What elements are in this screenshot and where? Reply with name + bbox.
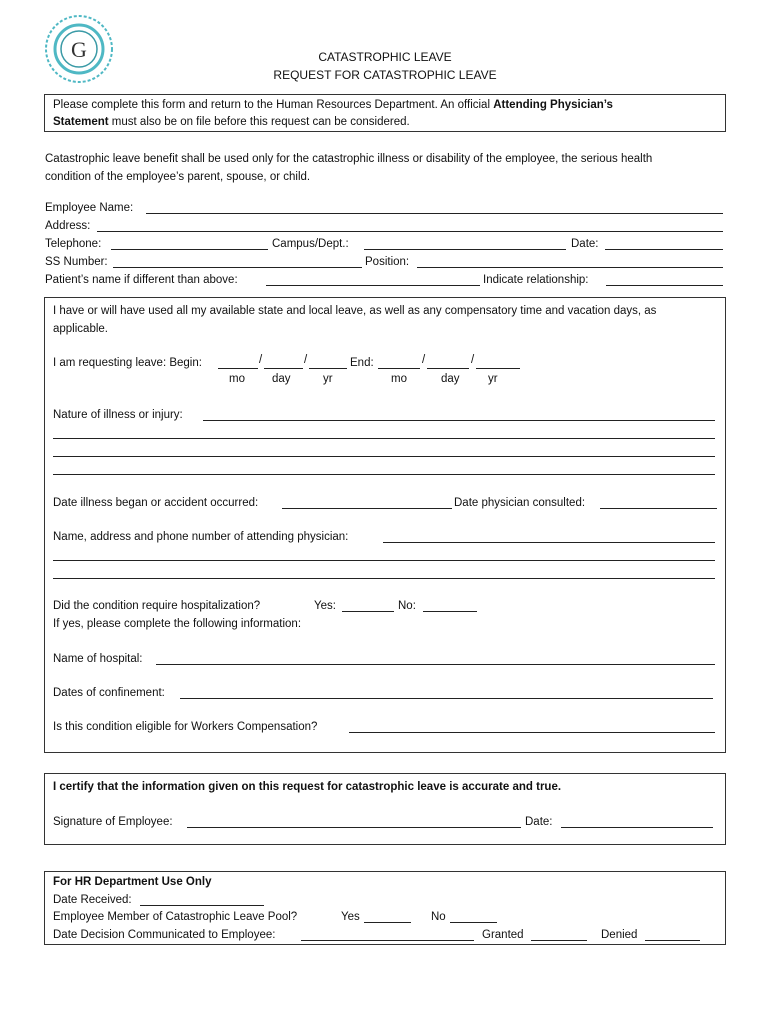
leave-pool-yes-field[interactable]: [364, 922, 411, 923]
campus-field[interactable]: [364, 249, 566, 250]
workers-comp-field[interactable]: [349, 732, 715, 733]
date-separator: /: [259, 354, 263, 366]
end-yr-caption: yr: [488, 373, 498, 385]
ss-number-label: SS Number:: [45, 256, 108, 268]
patient-name-label: Patient’s name if different than above:: [45, 274, 238, 286]
signature-date-field[interactable]: [561, 827, 713, 828]
leave-pool-label: Employee Member of Catastrophic Leave Pool?: [53, 911, 298, 923]
granted-label: Granted: [482, 929, 524, 941]
instructions-box: [44, 94, 726, 132]
confinement-dates-field[interactable]: [180, 698, 713, 699]
hospitalization-yes-field[interactable]: [342, 611, 394, 612]
begin-day-caption: day: [272, 373, 291, 385]
instructions-line-1: Please complete this form and return to the Human Resources Department. An official Attending Physician’s: [53, 99, 613, 111]
leave-pool-no-field[interactable]: [450, 922, 497, 923]
date-separator: /: [471, 354, 475, 366]
position-field[interactable]: [417, 267, 723, 268]
date-received-field[interactable]: [140, 905, 264, 906]
date-received-label: Date Received:: [53, 894, 132, 906]
physician-consulted-field[interactable]: [600, 508, 717, 509]
physician-consulted-label: Date physician consulted:: [454, 497, 586, 509]
certification-statement: I certify that the information given on this request for catastrophic leave is accurate and true.: [53, 781, 562, 793]
employee-name-label: Employee Name:: [45, 202, 134, 214]
requesting-leave-label: I am requesting leave: Begin:: [53, 357, 202, 369]
leave-details-box: [44, 297, 726, 753]
nature-of-illness-label: Nature of illness or injury:: [53, 409, 183, 421]
instructions-line-2: Statement must also be on file before this request can be considered.: [53, 116, 410, 128]
decision-communicated-field[interactable]: [301, 940, 474, 941]
begin-mo-caption: mo: [229, 373, 245, 385]
position-label: Position:: [365, 256, 410, 268]
end-mo-caption: mo: [391, 373, 407, 385]
certification-box: [44, 773, 726, 845]
hospital-name-field[interactable]: [156, 664, 715, 665]
illness-began-field[interactable]: [282, 508, 452, 509]
date-label: Date:: [571, 238, 599, 250]
confinement-dates-label: Dates of confinement:: [53, 687, 165, 699]
patient-name-field[interactable]: [266, 285, 480, 286]
signature-label: Signature of Employee:: [53, 816, 173, 828]
employee-name-field[interactable]: [146, 213, 723, 214]
granted-field[interactable]: [531, 940, 587, 941]
logo-letter: G: [71, 37, 87, 62]
begin-yr-caption: yr: [323, 373, 333, 385]
relationship-label: Indicate relationship:: [483, 274, 589, 286]
physician-info-field[interactable]: [383, 542, 715, 543]
hr-use-only-box: [44, 871, 726, 945]
hospital-name-label: Name of hospital:: [53, 653, 143, 665]
telephone-field[interactable]: [111, 249, 268, 250]
leave-statement-line-2: applicable.: [53, 323, 108, 335]
form-subtitle: REQUEST FOR CATASTROPHIC LEAVE: [273, 68, 497, 82]
form-title: CATASTROPHIC LEAVE: [318, 50, 452, 64]
denied-label: Denied: [601, 929, 638, 941]
address-label: Address:: [45, 220, 91, 232]
benefit-text-line-1: Catastrophic leave benefit shall be used only for the catastrophic illness or disability of the employee, the serious health: [45, 153, 653, 165]
nature-of-illness-line-2[interactable]: [53, 438, 715, 439]
form-title-block: [0, 48, 770, 84]
hospitalization-label: Did the condition require hospitalization?: [53, 600, 261, 612]
physician-info-label: Name, address and phone number of attending physician:: [53, 531, 349, 543]
leave-pool-yes-label: Yes: [341, 911, 360, 923]
date-separator: /: [304, 354, 308, 366]
hospitalization-no-field[interactable]: [423, 611, 477, 612]
end-day-caption: day: [441, 373, 460, 385]
address-field[interactable]: [97, 231, 723, 232]
physician-info-line-2[interactable]: [53, 560, 715, 561]
illness-began-label: Date illness began or accident occurred:: [53, 497, 259, 509]
telephone-label: Telephone:: [45, 238, 102, 250]
campus-label: Campus/Dept.:: [272, 238, 349, 250]
hospitalization-no-label: No:: [398, 600, 416, 612]
denied-field[interactable]: [645, 940, 700, 941]
signature-field[interactable]: [187, 827, 521, 828]
workers-comp-label: Is this condition eligible for Workers Compensation?: [53, 721, 318, 733]
end-year-field[interactable]: [476, 368, 520, 369]
physician-info-line-3[interactable]: [53, 578, 715, 579]
leave-statement-line-1: I have or will have used all my available state and local leave, as well as any compensatory time and vacation days, as: [53, 305, 657, 317]
end-day-field[interactable]: [427, 368, 469, 369]
end-month-field[interactable]: [378, 368, 420, 369]
date-separator: /: [422, 354, 426, 366]
date-field[interactable]: [605, 249, 723, 250]
benefit-text-line-2: condition of the employee’s parent, spouse, or child.: [45, 171, 311, 183]
signature-date-label: Date:: [525, 816, 553, 828]
relationship-field[interactable]: [606, 285, 723, 286]
nature-of-illness-line-3[interactable]: [53, 456, 715, 457]
begin-day-field[interactable]: [264, 368, 303, 369]
hospitalization-yes-label: Yes:: [314, 600, 336, 612]
hr-heading: For HR Department Use Only: [53, 876, 212, 888]
begin-year-field[interactable]: [309, 368, 347, 369]
ss-number-field[interactable]: [113, 267, 362, 268]
begin-month-field[interactable]: [218, 368, 258, 369]
if-yes-label: If yes, please complete the following information:: [53, 618, 302, 630]
nature-of-illness-line-4[interactable]: [53, 474, 715, 475]
nature-of-illness-field[interactable]: [203, 420, 715, 421]
leave-pool-no-label: No: [431, 911, 446, 923]
end-label: End:: [350, 357, 374, 369]
decision-communicated-label: Date Decision Communicated to Employee:: [53, 929, 276, 941]
